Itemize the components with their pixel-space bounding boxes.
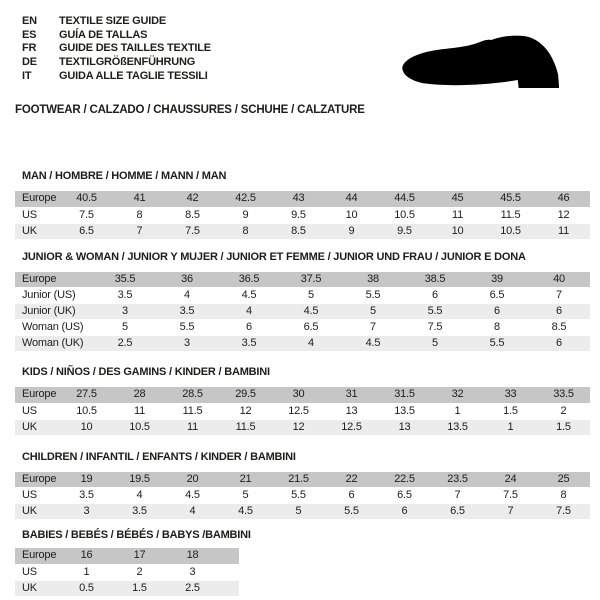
size-cell: 8.5 (528, 320, 590, 336)
table-row-junior-woman-0 (15, 272, 590, 288)
size-cell: 1 (484, 419, 537, 435)
size-cell: 5 (404, 336, 466, 352)
language-guide-title: GUIDA ALLE TAGLIE TESSILI (59, 69, 208, 82)
size-cell: 45 (431, 191, 484, 207)
size-cell: 12 (219, 403, 272, 419)
size-cell: 7 (342, 320, 404, 336)
row-label: Europe (15, 548, 60, 564)
filler-cell (219, 580, 239, 596)
size-cell: 7 (484, 504, 537, 520)
size-cell: 7 (113, 223, 166, 239)
size-cell: 39 (466, 272, 528, 288)
size-cell: 3.5 (94, 288, 156, 304)
size-cell: 5.5 (272, 488, 325, 504)
table-row-kids-1 (15, 403, 590, 419)
size-cell: 17 (113, 548, 166, 564)
table-row-man-2 (15, 223, 590, 239)
size-cell: 21.5 (272, 472, 325, 488)
size-cell: 36.5 (218, 272, 280, 288)
size-cell: 6.5 (431, 504, 484, 520)
row-label: US (15, 403, 60, 419)
size-cell: 44.5 (378, 191, 431, 207)
size-cell: 44 (325, 191, 378, 207)
size-cell: 6 (378, 504, 431, 520)
size-table-children (15, 472, 590, 521)
language-code: EN (22, 15, 37, 27)
size-cell: 3 (166, 564, 219, 580)
row-label: Europe (15, 191, 60, 207)
table-row-junior-woman-4 (15, 336, 590, 352)
row-label: Woman (US) (15, 320, 94, 336)
size-cell: 3 (156, 336, 218, 352)
table-row-junior-woman-3 (15, 320, 590, 336)
size-cell: 8 (113, 207, 166, 223)
size-cell: 5 (280, 288, 342, 304)
size-cell: 12.5 (325, 419, 378, 435)
size-cell: 4 (280, 336, 342, 352)
size-cell: 6.5 (466, 288, 528, 304)
table-row-children-1 (15, 488, 590, 504)
size-tables-section (15, 170, 590, 597)
size-cell: 5.5 (325, 504, 378, 520)
size-cell: 40 (528, 272, 590, 288)
size-cell: 10.5 (60, 403, 113, 419)
size-cell: 30 (272, 387, 325, 403)
language-guide-title: GUIDE DES TAILLES TEXTILE (59, 42, 211, 55)
size-cell: 5.5 (404, 304, 466, 320)
row-label: UK (15, 580, 60, 596)
size-cell: 11.5 (166, 403, 219, 419)
size-cell: 4.5 (219, 504, 272, 520)
table-title-man: MAN / HOMBRE / HOMME / MANN / MAN (22, 170, 227, 182)
size-cell: 6.5 (60, 223, 113, 239)
row-label: US (15, 564, 60, 580)
language-row-en (22, 15, 211, 29)
size-cell: 9.5 (272, 207, 325, 223)
size-cell: 9 (325, 223, 378, 239)
size-cell: 43 (272, 191, 325, 207)
size-cell: 10.5 (113, 419, 166, 435)
size-cell: 33.5 (537, 387, 590, 403)
table-title-junior-woman: JUNIOR & WOMAN / JUNIOR Y MUJER / JUNIOR ET FEMME / JUNIOR UND FRAU / JUNIOR E DONA (22, 250, 526, 263)
row-label: US (15, 488, 60, 504)
size-cell: 29.5 (219, 387, 272, 403)
size-cell: 36 (156, 272, 218, 288)
size-cell: 1.5 (537, 419, 590, 435)
size-table-man (15, 191, 590, 240)
table-row-junior-woman-2 (15, 304, 590, 320)
table-title-children: CHILDREN / INFANTIL / ENFANTS / KINDER / BAMBINI (22, 450, 296, 463)
size-cell: 21 (219, 472, 272, 488)
size-cell: 6 (404, 288, 466, 304)
size-cell: 3 (94, 304, 156, 320)
size-table-kids (15, 387, 590, 436)
size-cell: 42.5 (219, 191, 272, 207)
size-cell: 6.5 (378, 488, 431, 504)
size-cell: 10 (325, 207, 378, 223)
size-cell: 7.5 (166, 223, 219, 239)
filler-cell (219, 548, 239, 564)
language-guide-title: TEXTILGRÖßENFÜHRUNG (59, 56, 196, 69)
size-cell: 12 (272, 419, 325, 435)
size-cell: 13 (378, 419, 431, 435)
row-label: UK (15, 223, 60, 239)
language-row-it (22, 70, 211, 84)
size-cell: 8 (219, 223, 272, 239)
dress-shoe-icon (388, 24, 576, 104)
size-cell: 41 (113, 191, 166, 207)
size-cell: 24 (484, 472, 537, 488)
size-cell: 2 (113, 564, 166, 580)
size-cell: 3 (60, 504, 113, 520)
row-label: Junior (US) (15, 288, 94, 304)
size-cell: 6 (528, 336, 590, 352)
size-cell: 6 (528, 304, 590, 320)
size-table-junior-woman (15, 272, 590, 353)
size-cell: 31.5 (378, 387, 431, 403)
size-cell: 28.5 (166, 387, 219, 403)
size-cell: 11.5 (219, 419, 272, 435)
size-cell: 10.5 (484, 223, 537, 239)
size-cell: 4 (113, 488, 166, 504)
row-label: Europe (15, 472, 60, 488)
size-cell: 3.5 (218, 336, 280, 352)
size-cell: 5 (272, 504, 325, 520)
size-cell: 1 (431, 403, 484, 419)
table-row-babies-1 (15, 564, 239, 580)
size-cell: 12 (537, 207, 590, 223)
table-row-man-0 (15, 191, 590, 207)
size-cell: 2.5 (166, 580, 219, 596)
size-cell: 6 (218, 320, 280, 336)
row-label: US (15, 207, 60, 223)
language-code: IT (22, 69, 32, 82)
table-row-man-1 (15, 207, 590, 223)
size-cell: 4.5 (280, 304, 342, 320)
language-row-fr (22, 42, 211, 56)
size-cell: 28 (113, 387, 166, 403)
size-cell: 18 (166, 548, 219, 564)
table-title-kids: KIDS / NIÑOS / DES GAMINS / KINDER / BAMBINI (22, 366, 270, 378)
size-cell: 5.5 (342, 288, 404, 304)
size-cell: 6 (325, 488, 378, 504)
size-cell: 5 (94, 320, 156, 336)
row-label: Junior (UK) (15, 304, 94, 320)
size-cell: 7.5 (60, 207, 113, 223)
size-cell: 23.5 (431, 472, 484, 488)
size-cell: 42 (166, 191, 219, 207)
row-label: Europe (15, 272, 94, 288)
size-cell: 16 (60, 548, 113, 564)
table-row-babies-0 (15, 548, 239, 564)
size-cell: 1 (60, 564, 113, 580)
size-cell: 25 (537, 472, 590, 488)
filler-cell (219, 564, 239, 580)
language-code: ES (22, 28, 37, 41)
size-cell: 12.5 (272, 403, 325, 419)
size-cell: 35.5 (94, 272, 156, 288)
size-cell: 45.5 (484, 191, 537, 207)
size-cell: 32 (431, 387, 484, 403)
size-cell: 6 (466, 304, 528, 320)
size-cell: 4.5 (166, 488, 219, 504)
size-cell: 31 (325, 387, 378, 403)
size-cell: 4 (166, 504, 219, 520)
size-cell: 11 (113, 403, 166, 419)
row-label: Europe (15, 387, 60, 403)
size-cell: 10 (60, 419, 113, 435)
size-cell: 9 (219, 207, 272, 223)
table-title-babies: BABIES / BEBÉS / BÉBÉS / BABYS /BAMBINI (22, 529, 251, 541)
size-cell: 13 (325, 403, 378, 419)
size-cell: 19 (60, 472, 113, 488)
language-row-de (22, 56, 211, 70)
size-cell: 22.5 (378, 472, 431, 488)
size-cell: 7 (528, 288, 590, 304)
table-row-children-0 (15, 472, 590, 488)
row-label: UK (15, 504, 60, 520)
category-line: FOOTWEAR / CALZADO / CHAUSSURES / SCHUHE / CALZATURE (15, 104, 365, 116)
size-cell: 22 (325, 472, 378, 488)
size-cell: 7.5 (484, 488, 537, 504)
size-cell: 7.5 (404, 320, 466, 336)
row-label: UK (15, 419, 60, 435)
size-cell: 10.5 (378, 207, 431, 223)
size-cell: 8.5 (166, 207, 219, 223)
table-row-children-2 (15, 504, 590, 520)
size-cell: 5.5 (466, 336, 528, 352)
language-guide-title: GUÍA DE TALLAS (59, 28, 148, 41)
size-cell: 6.5 (280, 320, 342, 336)
size-cell: 1.5 (484, 403, 537, 419)
size-cell: 3.5 (156, 304, 218, 320)
language-code: FR (22, 42, 37, 55)
table-row-junior-woman-1 (15, 288, 590, 304)
size-cell: 1.5 (113, 580, 166, 596)
size-cell: 2 (537, 403, 590, 419)
size-cell: 8.5 (272, 223, 325, 239)
size-cell: 4.5 (218, 288, 280, 304)
size-cell: 37.5 (280, 272, 342, 288)
row-label: Woman (UK) (15, 336, 94, 352)
size-cell: 13.5 (431, 419, 484, 435)
language-code: DE (22, 56, 37, 69)
size-cell: 27.5 (60, 387, 113, 403)
size-cell: 5 (219, 488, 272, 504)
table-row-kids-0 (15, 387, 590, 403)
size-cell: 11 (166, 419, 219, 435)
language-guide-title: TEXTILE SIZE GUIDE (59, 15, 167, 27)
size-cell: 4 (218, 304, 280, 320)
size-cell: 7.5 (537, 504, 590, 520)
size-cell: 11.5 (484, 207, 537, 223)
size-cell: 13.5 (378, 403, 431, 419)
size-cell: 4 (156, 288, 218, 304)
size-cell: 46 (537, 191, 590, 207)
size-cell: 40.5 (60, 191, 113, 207)
size-cell: 33 (484, 387, 537, 403)
size-cell: 8 (466, 320, 528, 336)
size-cell: 3.5 (60, 488, 113, 504)
size-cell: 7 (431, 488, 484, 504)
size-cell: 5 (342, 304, 404, 320)
size-cell: 8 (537, 488, 590, 504)
size-cell: 5.5 (156, 320, 218, 336)
size-cell: 2.5 (94, 336, 156, 352)
table-row-babies-2 (15, 580, 239, 596)
size-cell: 20 (166, 472, 219, 488)
size-cell: 0.5 (60, 580, 113, 596)
size-cell: 10 (431, 223, 484, 239)
size-cell: 9.5 (378, 223, 431, 239)
size-cell: 3.5 (113, 504, 166, 520)
size-cell: 19.5 (113, 472, 166, 488)
size-cell: 11 (431, 207, 484, 223)
size-cell: 11 (537, 223, 590, 239)
size-table-babies (15, 548, 239, 597)
language-list (22, 15, 211, 83)
language-row-es (22, 29, 211, 43)
size-cell: 4.5 (342, 336, 404, 352)
table-row-kids-2 (15, 419, 590, 435)
size-cell: 38 (342, 272, 404, 288)
size-cell: 38.5 (404, 272, 466, 288)
